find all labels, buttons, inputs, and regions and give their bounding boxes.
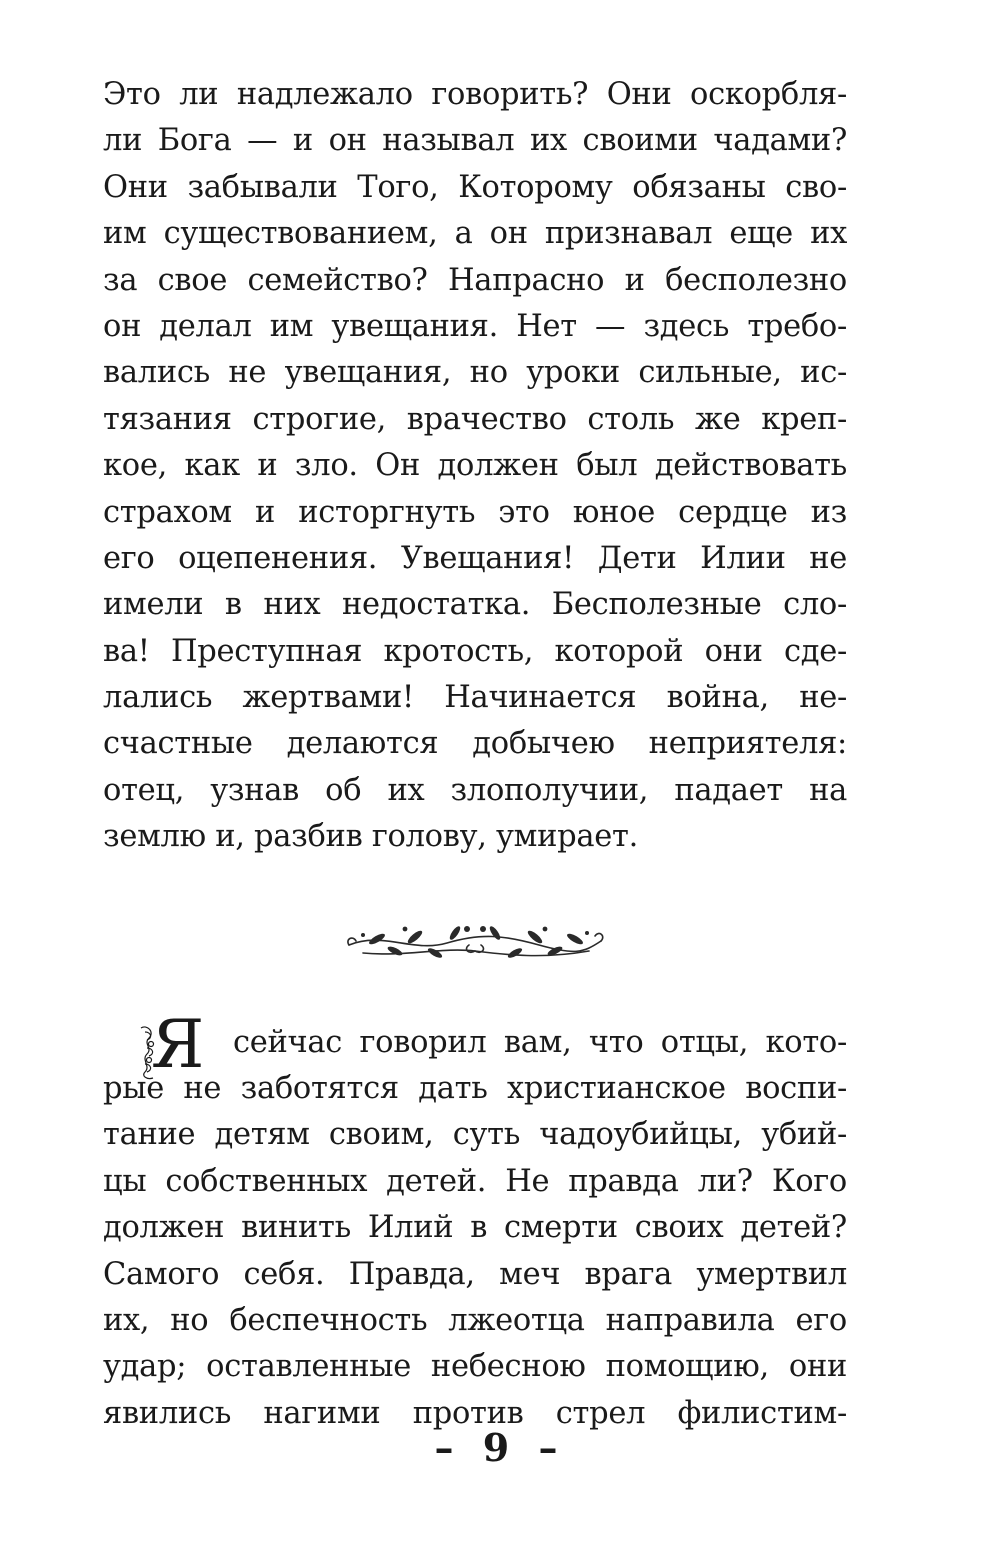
- paragraph-2: [103, 1005, 847, 1438]
- text-line: ли Бога — и он называл их своими чадами?: [103, 123, 847, 159]
- text-line: Они забывали Того, Которому обязаны сво-: [103, 169, 847, 205]
- text-line: тание детям своим, суть чадоубийцы, убий-: [103, 1117, 847, 1153]
- page-body: [103, 72, 847, 1437]
- text-line: вались не увещания, но уроки сильные, ис-: [103, 355, 847, 391]
- text-line: их, но беспечность лжеотца направила его: [103, 1302, 847, 1338]
- text-line: тязания строгие, врачество столь же креп-: [103, 401, 847, 437]
- text-line: рые не заботятся дать христианское воспи-: [103, 1071, 847, 1107]
- paragraph-1: [103, 72, 847, 861]
- text-line: счастные делаются добычею неприятеля:: [103, 726, 847, 762]
- text-line: Самого себя. Правда, меч врага умертвил: [103, 1256, 847, 1292]
- text-line: страхом и исторгнуть это юное сердце из: [103, 494, 847, 530]
- text-line: Я сейчас говорил вам, что отцы, кото-: [151, 1005, 847, 1083]
- text-line: имели в них недостатка. Бесполезные сло-: [103, 587, 847, 623]
- text-line: кое, как и зло. Он должен был действовать: [103, 448, 847, 484]
- text-line: должен винить Илий в смерти своих детей?: [103, 1210, 847, 1246]
- text-line: лались жертвами! Начинается война, не-: [103, 680, 847, 716]
- floral-vine-ornament-icon: [343, 917, 607, 967]
- text-line: землю и, разбив голову, умирает.: [103, 819, 638, 855]
- drop-cap: Я: [151, 1005, 205, 1083]
- text-line: явились нагими против стрел филистим-: [103, 1395, 847, 1431]
- text-line: его оцепенения. Увещания! Дети Илии не: [103, 540, 847, 576]
- text-line: за свое семейство? Напрасно и бесполезно: [103, 262, 847, 298]
- text-line: им существованием, а он признавал еще их: [103, 216, 847, 252]
- page-number: – 9 –: [434, 1425, 566, 1470]
- text-line: ва! Преступная кротость, которой они сде-: [103, 633, 847, 669]
- text-line: отец, узнав об их злополучии, падает на: [103, 772, 847, 808]
- text-line: удар; оставленные небесною помощию, они: [103, 1349, 847, 1385]
- text-line: цы собственных детей. Не правда ли? Кого: [103, 1163, 847, 1199]
- text-line: он делал им увещания. Нет — здесь требо-: [103, 308, 847, 344]
- text-line: Это ли надлежало говорить? Они оскорбля-: [103, 77, 847, 112]
